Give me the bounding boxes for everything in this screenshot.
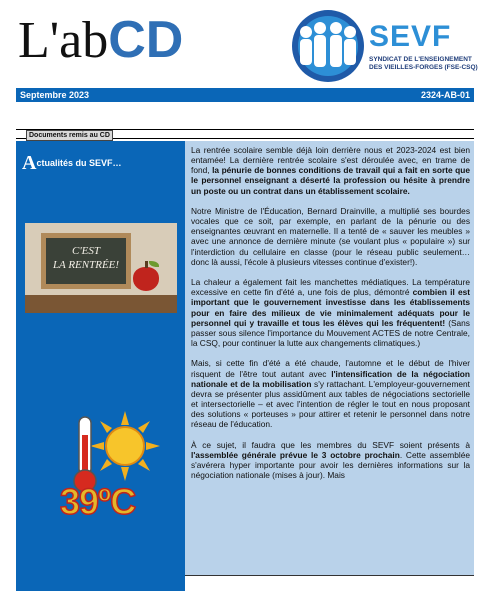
masthead (0, 0, 489, 88)
sevf-logo (290, 8, 480, 84)
sidebar-title-rest: ctualités du SEVF… (36, 158, 122, 168)
leaf-icon (149, 261, 159, 267)
newsletter-title (18, 10, 183, 71)
p5-text-a: À ce sujet, il faudra que les membres du SEVF soient présents à (191, 439, 470, 450)
p3-text-c: (Sans passer sous silence l'importance du Mouvement ACTES de notre Centrale, la CSQ, pour continuer la lutte aux changements climatiques.) (191, 317, 470, 349)
p3-text-a: La chaleur a également fait les manchettes médiatiques. La température excessive en cette fin d'été a, une fois de plus, démontré (191, 277, 470, 298)
bottom-divider (185, 575, 474, 576)
heat-illustration (40, 411, 170, 523)
temperature-label: 39ºC (60, 481, 136, 522)
logo-subtitle-line2: DES VIEILLES-FORGES (FSE-CSQ) (369, 64, 478, 71)
chalkboard-line1: C'EST (71, 245, 101, 257)
apple-icon (133, 267, 159, 291)
documents-section-label (16, 129, 474, 139)
chalkboard (41, 233, 131, 289)
issue-date: Septembre 2023 (20, 90, 90, 100)
article-paragraph-5 (191, 440, 470, 481)
chalkboard-line2: LA RENTRÉE! (52, 259, 120, 271)
logo-subtitle-line1: SYNDICAT DE L'ENSEIGNEMENT (369, 56, 472, 63)
article-paragraph-3 (191, 277, 470, 348)
p3-bold: combien il est important que le gouvernement investisse dans les établissements pour en faire des milieux de vie minimalement adéquats pour le personnel qui y travaille et tous les élèves qui les fréquentent! (191, 287, 471, 328)
wooden-table (25, 295, 177, 313)
sun-icon (90, 411, 160, 481)
p1-text: La rentrée scolaire semble déjà loin derrière nous et 2023-2024 est bien entamée! La dernière rentrée scolaire s'est déroulée avec, en trame de fond, (191, 145, 470, 176)
article-paragraph-1 (191, 145, 470, 196)
newsletter-title-suffix: CD (108, 11, 184, 69)
issue-code: 2324-AB-01 (420, 90, 470, 100)
article-paragraph-2: Notre Ministre de l'Éducation, Bernard Drainville, a multiplié ses bourdes vocales que ce soit, par exemple, en parlant de la pénurie ou des enseignantes œuvrant en maternelle. Il a tenté de « sauver les meubles » avec une annonce de dernière minute (se voulant plus « populaire ») sur l'interdiction du cellulaire en classe (pour le réseau public seulement… donc là aussi, l'école à plusieurs vitesses continue d'exister!). (191, 205, 470, 267)
p5-text-c: . Cette assemblée s'avérera hyper importante pour avoir les dernières informations sur la négociation nationale (mises à jour). Mais (191, 449, 470, 481)
documents-label-text: Documents remis au CD (26, 130, 113, 141)
sidebar-column (16, 141, 185, 591)
p4-bold: l'intensification de la négociation nationale et de la mobilisation (191, 368, 470, 389)
sidebar-title (22, 152, 121, 175)
p4-text-a: Mais, si cette fin d'été a été chaude, l'automne et le début de l'hiver risquent de l'être tout autant avec (191, 358, 470, 379)
p4-text-c: s'y rattachant. L'employeur-gouvernement devra se présenter plus assidûment aux tables de négociations sectorielle et intersectorielle – et avec l'intention de régler le tout en nous proposant des solutions « porteuses » pour attirer et retenir le personnel dans notre réseau de l'éducation. (191, 378, 470, 430)
article-column (185, 141, 474, 575)
sidebar-title-initial: A (22, 152, 37, 174)
logo-subtitle (369, 56, 478, 72)
back-to-school-photo (25, 223, 177, 313)
issue-bar (16, 88, 474, 102)
newsletter-title-prefix: L'ab (18, 12, 109, 69)
logo-wordmark: SEVF (369, 20, 452, 53)
p1-bold: la pénurie de bonnes conditions de travail qui a fait en sorte que le personnel enseignant a déserté la profession ou hésite à prendre un poste ou un contrat dans un établissement scolaire. (191, 165, 470, 196)
people-globe-icon (290, 8, 366, 84)
article-paragraph-4 (191, 358, 470, 429)
p5-bold: l'assemblée générale prévue le 3 octobre prochain (191, 449, 400, 460)
